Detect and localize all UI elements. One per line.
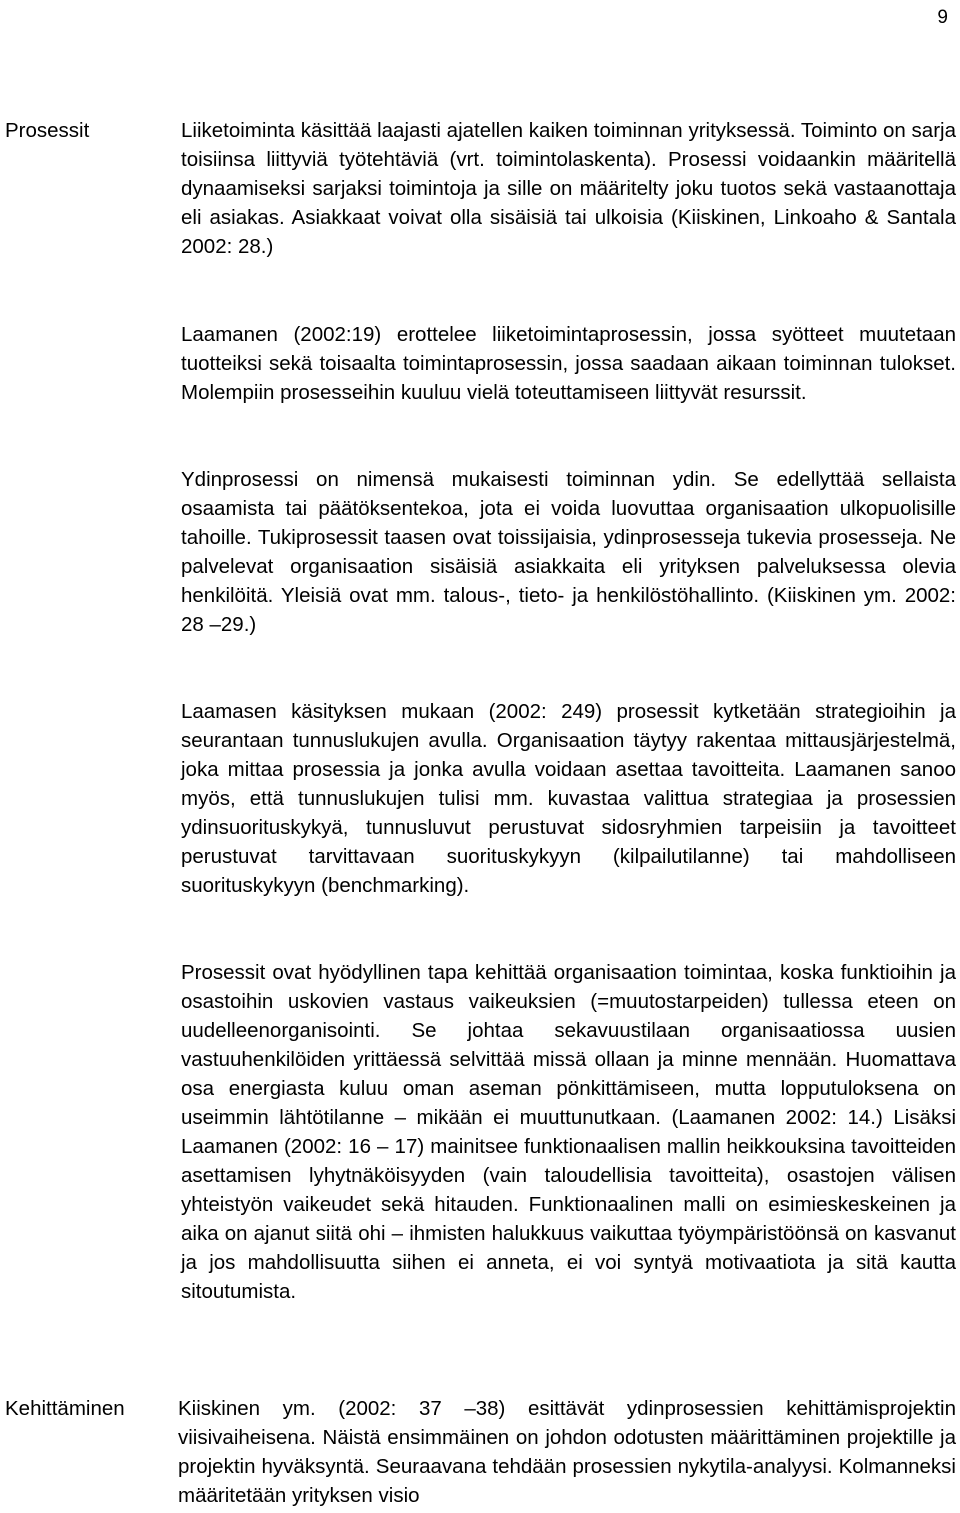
paragraph-text: Laamasen käsityksen mukaan (2002: 249) prosessit kytketään strategioihin ja seurantaan tunnuslukujen avulla. Organisaation täytyy rakentaa mittausjärjestelmä, joka mittaa prosessia ja jonka avulla voidaan asettaa tavoitteita. Laamanen sanoo myös, että tunnuslukujen tulisi mm. kuvastaa valittua strategiaa ja prosessien ydinsuorituskykyä, tunnusluvut perustuvat sidosryhmien tarpeisiin ja tavoitteet perustuvat tarvittavaan suorituskykyyn (kilpailutilanne) tai mahdolliseen suorituskykyyn (benchmarking). [181, 700, 956, 897]
page-number: 9 [937, 7, 948, 28]
section-heading-kehittaminen: Kehittäminen [5, 1397, 125, 1420]
paragraph-text: Ydinprosessi on nimensä mukaisesti toiminnan ydin. Se edellyttää sellaista osaamista tai päätöksentekoa, jota ei voida luovuttaa organisaation ulkopuolisille tahoille. Tukiprosessit taasen ovat toissijaisia, ydinprosesseja tukevia prosesseja. Ne palvelevat organisaation sisäisiä asiakkaita eli yrityksen palveluksessa olevia henkilöitä. Yleisiä ovat mm. talous-, tieto- ja henkilöstöhallinto. (Kiiskinen ym. 2002: 28 –29.) [181, 468, 956, 636]
paragraph-prosessit-hyodyllinen [181, 958, 956, 1306]
paragraph-laamanen-erottelee [181, 320, 956, 407]
paragraph-text: Kiiskinen ym. (2002: 37 –38) esittävät ydinprosessien kehittämisprojektin viisivaiheisena. Näistä ensimmäinen on johdon odotusten määrittäminen projektille ja projektin hyväksyntä. Seuraavana tehdään prosessien nykytila-analyysi. Kolmanneksi määritetään yrityksen visio [178, 1397, 956, 1507]
section-heading-prosessit: Prosessit [5, 119, 90, 142]
paragraph-liiketoiminta [181, 116, 956, 261]
paragraph-text: Liiketoiminta käsittää laajasti ajatellen kaiken toiminnan yrityksessä. Toiminto on sarja toisiinsa liittyviä työtehtäviä (vrt. toimintolaskenta). Prosessi voidaankin määritellä dynaamiseksi sarjaksi toimintoja ja sille on määritelty joku tuotos sekä vastaanottaja eli asiakas. Asiakkaat voivat olla sisäisiä tai ulkoisia (Kiiskinen, Linkoaho & Santala 2002: 28.) [181, 119, 956, 258]
paragraph-laamasen-kasitys [181, 697, 956, 900]
paragraph-text: Prosessit ovat hyödyllinen tapa kehittää organisaation toimintaa, koska funktioihin ja osastoihin uskovien vastaus vaikeuksien (=muutostarpeiden) tullessa eteen on uudelleenorganisointi. Se johtaa sekavuustilaan organisaatiossa uusien vastuuhenkilöiden yrittäessä selvittää missä ollaan ja minne mennään. Huomattava osa energiasta kuluu oman aseman pönkittämiseen, mutta lopputuloksena on useimmin lähtötilanne – mikään ei muuttunutkaan. (Laamanen 2002: 14.) Lisäksi Laamanen (2002: 16 – 17) mainitsee funktionaalisen mallin heikkouksina tavoitteiden asettamisen lyhytnäköisyyden (vain taloudellisia tavoitteita), osastojen välisen yhteistyön vaikeudet sekä hitauden. Funktionaalinen malli on esimieskeskeinen ja aika on ajanut siitä ohi – ihmisten halukkuus vaikuttaa työympäristöönsä on kasvanut ja jos mahdollisuutta siihen ei anneta, ei voi syntyä motivaatiota ja sitä kautta sitoutumista. [181, 961, 956, 1303]
paragraph-text: Laamanen (2002:19) erottelee liiketoimintaprosessin, jossa syötteet muutetaan tuotteiksi sekä toisaalta toimintaprosessin, jossa saadaan aikaan toiminnan tulokset. Molempiin prosesseihin kuuluu vielä toteuttamiseen liittyvät resurssit. [181, 323, 956, 404]
paragraph-ydinprosessi [181, 465, 956, 639]
paragraph-kiiskinen-kehittamisprojekti [178, 1394, 956, 1510]
